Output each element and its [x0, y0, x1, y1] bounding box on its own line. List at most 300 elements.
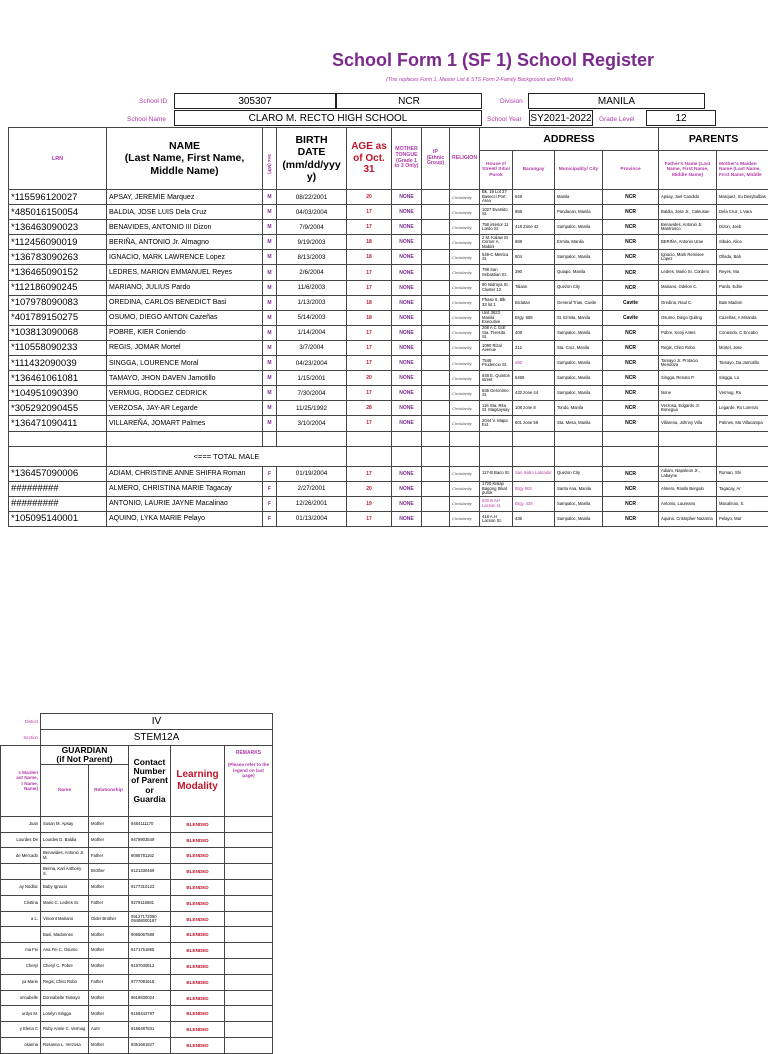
guardian-relationship-cell: Mother	[89, 959, 129, 975]
female-students	[9, 466, 768, 526]
learning-modality-cell: BLENDED	[171, 1006, 225, 1022]
lrn-cell: *136461061081	[9, 371, 107, 386]
age-cell: 28	[347, 401, 392, 416]
religion-cell: Christianity	[450, 280, 480, 295]
lrn-cell: #########	[9, 496, 107, 511]
city-cell: Sta. Cruz, Manila	[555, 340, 603, 355]
lrn-cell: *136783090263	[9, 250, 107, 265]
lrn-cell: *136463090023	[9, 220, 107, 235]
house-cell: 758 interior 11 Lardo St.	[480, 220, 513, 235]
lrn-cell: *110558090233	[9, 340, 107, 355]
father-cell: Ignacio, Mark Remisee Lopez	[659, 250, 717, 265]
province-cell: NCR	[603, 250, 659, 265]
contact-number-cell: 9618830024	[129, 990, 171, 1006]
guardian-relationship-cell: Mother	[89, 943, 129, 959]
sex-cell: M	[263, 340, 277, 355]
mother-tongue-header: MOTHER TONGUE (Grade 1 to 3 Only)	[392, 128, 422, 190]
sex-cell: F	[263, 511, 277, 526]
house-cell: 418 A.H Lacson St.	[480, 511, 513, 526]
age-cell: 17	[347, 265, 392, 280]
mother-tongue-cell: NONE	[392, 481, 422, 496]
birth-date-cell: 3/7/2004	[277, 340, 347, 355]
barangay-cell: 601 zone 59	[513, 416, 555, 431]
learning-modality-cell: BLENDED	[171, 895, 225, 911]
sex-cell: M	[263, 235, 277, 250]
lrn-cell: *103813090068	[9, 325, 107, 340]
father-cell: Baldia, Jose Jr., Caleusan	[659, 205, 717, 220]
house-cell: Phase 6, Blk 33 lot 1	[480, 295, 513, 310]
mother-cell: Singga, Lo	[717, 371, 768, 386]
city-cell: St. Ermita, Manila	[555, 310, 603, 325]
birth-date-cell: 3/10/2004	[277, 416, 347, 431]
father-cell: None	[659, 386, 717, 401]
father-cell: Osumo, Diego Quiling	[659, 310, 717, 325]
barangay-cell: Brgy 903	[513, 481, 555, 496]
mother-name-cut-cell: urdys M.	[1, 1006, 41, 1022]
table-row	[9, 280, 768, 295]
guardian-name-header: Name	[41, 764, 89, 816]
contact-number-cell: 9479903549	[129, 832, 171, 848]
name-cell: MARIANO, JULIUS Pardo	[107, 280, 263, 295]
remarks-cell	[225, 832, 273, 848]
table-row	[9, 205, 768, 220]
name-cell: OSUMO, DIEGO ANTON Cazeñas	[107, 310, 263, 325]
contact-number-cell: 9159442797	[129, 1006, 171, 1022]
sex-cell: M	[263, 356, 277, 371]
mother-tongue-cell: NONE	[392, 220, 422, 235]
contact-number-cell: 9171751865	[129, 943, 171, 959]
sex-cell: M	[263, 205, 277, 220]
remarks-title: REMARKS	[227, 750, 270, 756]
mother-maiden-header-cut: s Maiden ast Name, t Name, Name)	[1, 746, 41, 817]
father-cell: Tamayo Jr. Protacio Mendoza	[659, 356, 717, 371]
guardian-name-cell: Lourdes D. Baldia	[41, 832, 89, 848]
division-label: Division	[500, 98, 523, 105]
name-cell: VERZOSA, JAY-AR Legarde	[107, 401, 263, 416]
barangay-cell: 432 zone 44	[513, 386, 555, 401]
age-cell: 17	[347, 466, 392, 481]
guardian-name-cell: Susan M. Apsay	[41, 816, 89, 832]
mother-name-cut-cell: Cheryl	[1, 959, 41, 975]
city-cell: Sta. Mesa, Manila	[555, 416, 603, 431]
birth-date-cell: 7/9/2004	[277, 220, 347, 235]
remarks-cell	[225, 1022, 273, 1038]
age-cell: 18	[347, 310, 392, 325]
house-cell: 1027 Evarsito St.	[480, 205, 513, 220]
blank-cell	[422, 235, 450, 250]
house-cell: 90 Isidroya St. Cluster 12	[480, 280, 513, 295]
name-cell: BALDIA, JOSE LUIS Dela Cruz	[107, 205, 263, 220]
guardian-rows	[1, 816, 273, 1053]
birth-date-cell: 04/23/2004	[277, 356, 347, 371]
guardian-relationship-cell: Mother	[89, 990, 129, 1006]
contact-number-cell: 09127172050 09488000187	[129, 911, 171, 927]
region-box: NCR	[336, 93, 482, 109]
birth-date-cell: 1/14/2004	[277, 325, 347, 340]
guardian-name-cell: Ruby Annie C. Vermug	[41, 1022, 89, 1038]
guardian-row	[1, 974, 273, 990]
name-cell: APSAY, JEREMIE Marquez	[107, 190, 263, 205]
sex-cell: M	[263, 190, 277, 205]
remarks-header	[225, 746, 273, 817]
lrn-cell: *107978090083	[9, 295, 107, 310]
guardian-row	[1, 959, 273, 975]
blank-cell	[422, 386, 450, 401]
grade-level-box: 12	[646, 110, 716, 126]
birth-date-cell: 12/26/2001	[277, 496, 347, 511]
name-header: NAME (Last Name, First Name, Middle Name)	[107, 128, 263, 190]
table-row	[9, 386, 768, 401]
province-cell: NCR	[603, 356, 659, 371]
guardian-name-cell: Donnabelle Tamayo	[41, 990, 89, 1006]
table-row	[9, 295, 768, 310]
mother-tongue-cell: NONE	[392, 235, 422, 250]
city-cell: Tondo, Manila	[555, 401, 603, 416]
mother-name-cut-cell: ma Fei	[1, 943, 41, 959]
remarks-cell	[225, 864, 273, 880]
school-name-label: School Name	[127, 116, 166, 123]
learning-modality-cell: BLENDED	[171, 816, 225, 832]
remarks-cell	[225, 974, 273, 990]
city-cell: Sampaloc, Manila	[555, 250, 603, 265]
contact-number-cell: 9777091618	[129, 974, 171, 990]
mother-tongue-cell: NONE	[392, 511, 422, 526]
mother-name-cut-cell: ya Marie	[1, 974, 41, 990]
barangay-cell: 450	[513, 356, 555, 371]
name-cell: OREDINA, CARLOS BENEDICT Basi	[107, 295, 263, 310]
sex-cell: M	[263, 295, 277, 310]
table-row	[9, 310, 768, 325]
mother-name-cut-cell	[1, 864, 41, 880]
religion-cell: Christianity	[450, 401, 480, 416]
lrn-cell: *111432090039	[9, 356, 107, 371]
province-cell: NCR	[603, 235, 659, 250]
remarks-cell	[225, 895, 273, 911]
mother-tongue-cell: NONE	[392, 371, 422, 386]
birth-date-cell: 11/6/2003	[277, 280, 347, 295]
grade-level-label: Grade Level	[599, 116, 634, 123]
age-cell: 17	[347, 325, 392, 340]
name-cell: BERIÑA, ANTONIO Jr. Almagno	[107, 235, 263, 250]
barangay-cell: 390	[513, 265, 555, 280]
province-cell: NCR	[603, 386, 659, 401]
contact-number-cell: 9177310123	[129, 880, 171, 896]
guardian-relationship-cell: Father	[89, 895, 129, 911]
male-students	[9, 190, 768, 432]
birth-date-cell: 01/13/2004	[277, 511, 347, 526]
age-cell: 17	[347, 356, 392, 371]
mother-tongue-cell: NONE	[392, 356, 422, 371]
guardian-relationship-cell: Brother	[89, 864, 129, 880]
guardian-row	[1, 864, 273, 880]
age-cell: 17	[347, 416, 392, 431]
mother-tongue-cell: NONE	[392, 295, 422, 310]
age-cell: 18	[347, 250, 392, 265]
remarks-cell	[225, 880, 273, 896]
province-cell: NCR	[603, 265, 659, 280]
mother-cell: Dizon, Joeb	[717, 220, 768, 235]
table-row	[9, 325, 768, 340]
remarks-cell	[225, 959, 273, 975]
lrn-cell: *104951090390	[9, 386, 107, 401]
mother-tongue-cell: NONE	[392, 416, 422, 431]
city-cell: Sampaloc, Manila	[555, 325, 603, 340]
birth-date-cell: 04/03/2004	[277, 205, 347, 220]
mother-name-cut-cell	[1, 927, 41, 943]
father-cell: Apsay, Joel Candido	[659, 190, 717, 205]
table-row	[9, 235, 768, 250]
guardian-row	[1, 943, 273, 959]
mother-cell: Dela Cruz, L Vara	[717, 205, 768, 220]
name-cell: ALMERO, CHRISTINA MARIE Tagacay	[107, 481, 263, 496]
city-cell: Sampaloc, Manila	[555, 386, 603, 401]
remarks-cell	[225, 848, 273, 864]
father-cell: Ledres, Mario Sr. Cordero	[659, 265, 717, 280]
lrn-cell: *305292090455	[9, 401, 107, 416]
birth-date-cell: 8/13/2003	[277, 250, 347, 265]
mother-cell: Legarde, Ro Lorenzo	[717, 401, 768, 416]
birth-date-cell: 2/27/2001	[277, 481, 347, 496]
religion-cell: Christianity	[450, 466, 480, 481]
barangay-cell: Brgy. 429	[513, 496, 555, 511]
sex-header-text: Sex (M/F)	[267, 154, 272, 163]
house-cell: 798 San Sebastian St.	[480, 265, 513, 280]
guardian-relationship-cell: Father	[89, 848, 129, 864]
learning-modality-cell: BLENDED	[171, 911, 225, 927]
district-value: IV	[41, 714, 273, 730]
age-cell: 20	[347, 371, 392, 386]
blank-cell	[422, 295, 450, 310]
sex-cell: M	[263, 325, 277, 340]
mother-name-cut-cell: y Elena C	[1, 1022, 41, 1038]
learning-modality-cell: BLENDED	[171, 990, 225, 1006]
table-row	[9, 220, 768, 235]
school-id-box: 305307	[174, 93, 336, 109]
barangay-cell: Brgy. 669	[513, 310, 555, 325]
barangay-cell: 5469	[513, 371, 555, 386]
total-male-label: <=== TOTAL MALE	[107, 446, 347, 466]
city-cell: Santa Ana, Manila	[555, 481, 603, 496]
table-row	[9, 511, 768, 526]
ip-header: IP (Ethnic Group)	[422, 128, 450, 190]
lrn-cell: *112186090245	[9, 280, 107, 295]
province-cell: NCR	[603, 466, 659, 481]
remarks-cell	[225, 1038, 273, 1054]
religion-cell: Christianity	[450, 295, 480, 310]
house-cell: 268 A C Golf Sta. Teresita St.	[480, 325, 513, 340]
mother-tongue-cell: NONE	[392, 310, 422, 325]
mother-tongue-cell: NONE	[392, 280, 422, 295]
house-cell: 2 M. Kalaw St Corner A. Mabini	[480, 235, 513, 250]
guardian-relationship-cell: Aunt	[89, 1022, 129, 1038]
sex-header	[263, 128, 277, 190]
guardian-name-cell: Berina, Karl Anthony S.	[41, 864, 89, 880]
mother-name-cut-cell: Juan	[1, 816, 41, 832]
age-cell: 20	[347, 190, 392, 205]
province-cell: NCR	[603, 481, 659, 496]
mother-tongue-cell: NONE	[392, 205, 422, 220]
house-cell: Bk. 19 Lot 37 Basecci Port Area	[480, 190, 513, 205]
table-row	[9, 340, 768, 355]
sex-cell: F	[263, 481, 277, 496]
learning-modality-cell: BLENDED	[171, 1022, 225, 1038]
birth-date-cell: 08/22/2001	[277, 190, 347, 205]
city-header: Municipality/ City	[555, 151, 603, 190]
guardian-row	[1, 880, 273, 896]
house-cell: 116 Sta. Rita St. Magsaysay	[480, 401, 513, 416]
lrn-cell: *136471090411	[9, 416, 107, 431]
table-row	[9, 190, 768, 205]
guardian-name-cell: Ana Fei C. Osumo	[41, 943, 89, 959]
barangay-cell: 436	[513, 511, 555, 526]
birth-date-cell: 1/13/2003	[277, 295, 347, 310]
guardian-name-cell: Mario C. Ledres Sr.	[41, 895, 89, 911]
age-cell: 17	[347, 386, 392, 401]
blank-cell	[422, 401, 450, 416]
form-title: School Form 1 (SF 1) School Register	[332, 50, 654, 71]
mother-tongue-cell: NONE	[392, 265, 422, 280]
province-cell: NCR	[603, 325, 659, 340]
table-row	[9, 250, 768, 265]
religion-cell: Christianity	[450, 356, 480, 371]
age-cell: 17	[347, 340, 392, 355]
learning-modality-cell: BLENDED	[171, 1038, 225, 1054]
school-name-box: CLARO M. RECTO HIGH SCHOOL	[174, 110, 482, 126]
age-cell: 18	[347, 235, 392, 250]
mother-cell: Mortel, Jose	[717, 340, 768, 355]
learning-modality-cell: BLENDED	[171, 974, 225, 990]
lrn-header: LRN	[9, 128, 107, 190]
father-cell: Adiam, Napoleon Jr., Labayne	[659, 466, 717, 481]
mother-name-cut-cell: Lourdes De	[1, 832, 41, 848]
house-cell: 836 Geronimo St.	[480, 386, 513, 401]
religion-cell: Christianity	[450, 340, 480, 355]
blank-cell	[422, 511, 450, 526]
barangay-header: Barangay	[513, 151, 555, 190]
contact-number-cell: 9351681827	[129, 1038, 171, 1054]
contact-number-cell: 9121330469	[129, 864, 171, 880]
barangay-cell: 418 Zone 42	[513, 220, 555, 235]
mother-name-cut-cell: onnabelle	[1, 990, 41, 1006]
mother-cell: Marquez, Su Desybulbas	[717, 190, 768, 205]
mother-tongue-cell: NONE	[392, 190, 422, 205]
house-cell: 930 B AH Lacson st.	[480, 496, 513, 511]
guardian-name-cell: Vincent Mariano	[41, 911, 89, 927]
name-cell: SINGGA, LOURENCE Moral	[107, 356, 263, 371]
house-cell: 1720 Kislap Bagong Sikat purok	[480, 481, 513, 496]
mother-cell: Palmes, Ma Villacampa	[717, 416, 768, 431]
religion-cell: Christianity	[450, 250, 480, 265]
province-cell: NCR	[603, 340, 659, 355]
contact-header: Contact Number of Parent or Guardia	[129, 746, 171, 817]
guardian-relationship-cell: Mother	[89, 816, 129, 832]
barangay-cell: Biclatan	[513, 295, 555, 310]
guardian-relationship-cell: Father	[89, 974, 129, 990]
mother-name-cut-cell: Cristina	[1, 895, 41, 911]
province-cell: NCR	[603, 371, 659, 386]
father-cell: Pobre, Kenji Antes	[659, 325, 717, 340]
birth-date-header: BIRTH DATE (mm/dd/yyy y)	[277, 128, 347, 190]
name-cell: TAMAYO, JHON DAVEN Jamotillo	[107, 371, 263, 386]
mother-cell: Cazeñas, A Miranda	[717, 310, 768, 325]
table-row	[9, 496, 768, 511]
religion-cell: Christianity	[450, 310, 480, 325]
district-label: District	[1, 714, 41, 730]
contact-number-cell: 9167030812	[129, 959, 171, 975]
address-header: ADDRESS	[480, 128, 659, 151]
religion-cell: Christianity	[450, 416, 480, 431]
city-cell: Sampaloc, Manila	[555, 496, 603, 511]
blank-cell	[422, 356, 450, 371]
mother-name-cut-cell: de Mercado	[1, 848, 41, 864]
city-cell: Quiapo, Manila	[555, 265, 603, 280]
lrn-cell: *136465090152	[9, 265, 107, 280]
age-header: AGE as of Oct. 31	[347, 128, 392, 190]
section-value: STEM12A	[41, 730, 273, 746]
barangay-cell: 504	[513, 250, 555, 265]
guardian-row	[1, 911, 273, 927]
mother-cell: Basi Madom	[717, 295, 768, 310]
house-cell: 2044 V. Mapa Ext.	[480, 416, 513, 431]
mother-cell: Ollada, Bab	[717, 250, 768, 265]
father-cell: Regis, Chito Robo	[659, 340, 717, 355]
sex-cell: F	[263, 466, 277, 481]
birth-date-cell: 9/19/2003	[277, 235, 347, 250]
blank-cell	[422, 340, 450, 355]
city-cell: Manila	[555, 190, 603, 205]
learning-modality-header: Learning Modality	[171, 746, 225, 817]
mother-tongue-cell: NONE	[392, 496, 422, 511]
blank-cell	[422, 371, 450, 386]
province-cell: Cavite	[603, 295, 659, 310]
city-cell: General Trias, Cavite	[555, 295, 603, 310]
blank-cell	[422, 496, 450, 511]
sex-cell: M	[263, 265, 277, 280]
mother-cell: Vermug, Ru	[717, 386, 768, 401]
remarks-cell	[225, 1006, 273, 1022]
guardian-name-cell: Benavides, Antonio Jr. M.	[41, 848, 89, 864]
city-cell: Sampaloc, Manila	[555, 371, 603, 386]
blank-cell	[422, 220, 450, 235]
remarks-cell	[225, 990, 273, 1006]
mother-header: Mother's Maiden Name (Last Name, First Name, Middle	[717, 151, 768, 190]
contact-number-cell: 9065067588	[129, 927, 171, 943]
province-cell: NCR	[603, 280, 659, 295]
guardian-name-cell: Basi, Madonnex	[41, 927, 89, 943]
barangay-cell: 858	[513, 205, 555, 220]
guardian-relationship-cell: Mother	[89, 880, 129, 896]
religion-cell: Christianity	[450, 496, 480, 511]
contact-number-cell: 9279116681	[129, 895, 171, 911]
sex-cell: M	[263, 220, 277, 235]
father-cell: Antonio, Laureano	[659, 496, 717, 511]
division-box: MANILA	[528, 93, 705, 109]
father-cell: Singga, Renato P.	[659, 371, 717, 386]
province-cell: NCR	[603, 496, 659, 511]
sex-cell: M	[263, 250, 277, 265]
house-cell: 117-B Baco St.	[480, 466, 513, 481]
school-year-label: School Year	[487, 116, 522, 123]
religion-cell: Christianity	[450, 235, 480, 250]
blank-cell	[422, 466, 450, 481]
guardian-row	[1, 848, 273, 864]
mother-cell: Tamayo, Da Jamotillo	[717, 356, 768, 371]
mother-name-cut-cell: osanna	[1, 1038, 41, 1054]
blank-cell	[422, 416, 450, 431]
section-label: Section	[1, 730, 41, 746]
contact-number-cell: 9088781162	[129, 848, 171, 864]
birth-date-cell: 11/25/1992	[277, 401, 347, 416]
